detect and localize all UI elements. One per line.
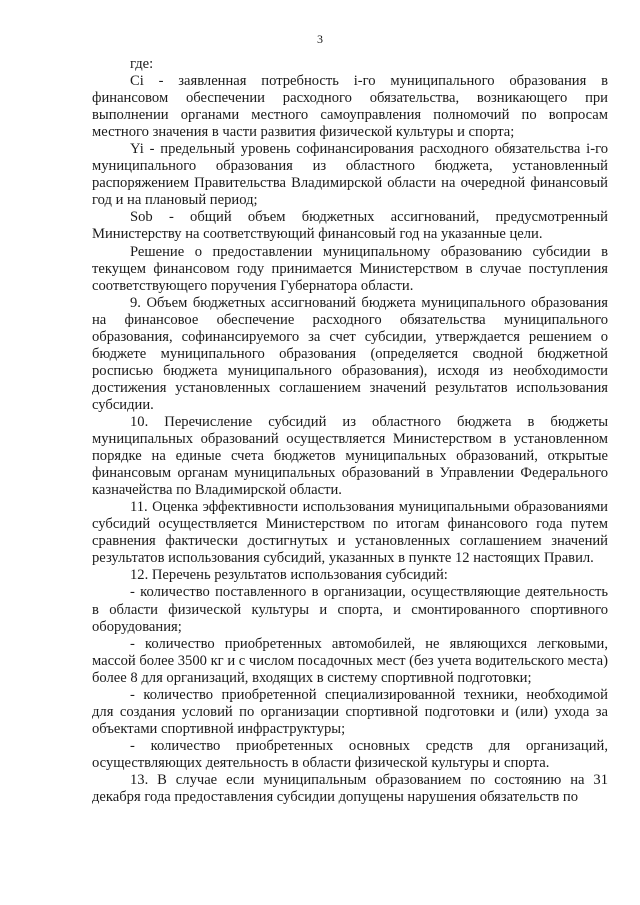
paragraph-item-10: 10. Перечисление субсидий из областного бюджета в бюджеты муниципальных образований осуществляется Министерством в установленном порядке на единые счета бюджетов муниципальных образований, открытые финансовым органам муниципальных образований в Управлении Федерального казначейства по Владимирской области. — [92, 413, 608, 499]
paragraph-item-12: 12. Перечень результатов использования субсидий: — [130, 567, 448, 584]
paragraph-yi-definition: Yi - предельный уровень софинансирования расходного обязательства i-го муниципального образования из областного бюджета, установленный распоряжением Правительства Владимирской области на очередной финансовый год и на плановый период; — [92, 141, 608, 209]
paragraph-item-9: 9. Объем бюджетных ассигнований бюджета муниципального образования на финансовое обеспечение расходного обязательства муниципального образования, софинансируемого за счет субсидии, утверждается решением о бюджете муниципального образования (определяется сводной бюджетной росписью бюджета муниципального образования), исходя из необходимости достижения установленных соглашением значений результатов использования субсидии. — [92, 294, 608, 413]
paragraph-item-13: 13. В случае если муниципальным образованием по состоянию на 31 декабря года предоставления субсидии допущены нарушения обязательств по — [92, 771, 608, 806]
paragraph-sob-definition: Sob - общий объем бюджетных ассигнований, предусмотренный Министерству на соответствующий финансовый год на указанные цели. — [92, 209, 608, 243]
document-body — [92, 56, 608, 806]
paragraph-where: где: — [130, 56, 154, 72]
paragraph-subsidy-decision: Решение о предоставлении муниципальному образованию субсидии в текущем финансовом году принимается Министерством в случае поступления соответствующего поручения Губернатора области. — [92, 243, 608, 294]
list-item-fixed-assets: - количество приобретенных основных средств для организаций, осуществляющих деятельность в области физической культуры и спорта. — [92, 737, 608, 771]
paragraph-ci-definition: Ci - заявленная потребность i-го муниципального образования в финансовом обеспечении расходного обязательства, возникающего при выполнении органами местного самоуправления полномочий по вопросам местного значения в части развития физической культуры и спорта; — [92, 73, 608, 141]
list-item-vehicles: - количество приобретенных автомобилей, не являющихся легковыми, массой более 3500 кг и с числом посадочных мест (без учета водительского места) более 8 для организаций, входящих в систему спортивной подготовки; — [92, 635, 608, 686]
list-item-equipment: - количество поставленного в организации, осуществляющие деятельность в области физической культуры и спорта, и смонтированного спортивного оборудования; — [92, 584, 608, 635]
list-item-special-machinery: - количество приобретенной специализированной техники, необходимой для создания условий по организации спортивной подготовки и (или) ухода за объектами спортивной инфраструктуры; — [92, 686, 608, 737]
page-number: 3 — [317, 32, 323, 46]
paragraph-item-11: 11. Оценка эффективности использования муниципальными образованиями субсидий осуществляется Министерством по итогам финансового года путем сравнения фактически достигнутых и установленных соглашением значений результатов использования субсидий, указанных в пункте 12 настоящих Правил. — [92, 499, 608, 567]
